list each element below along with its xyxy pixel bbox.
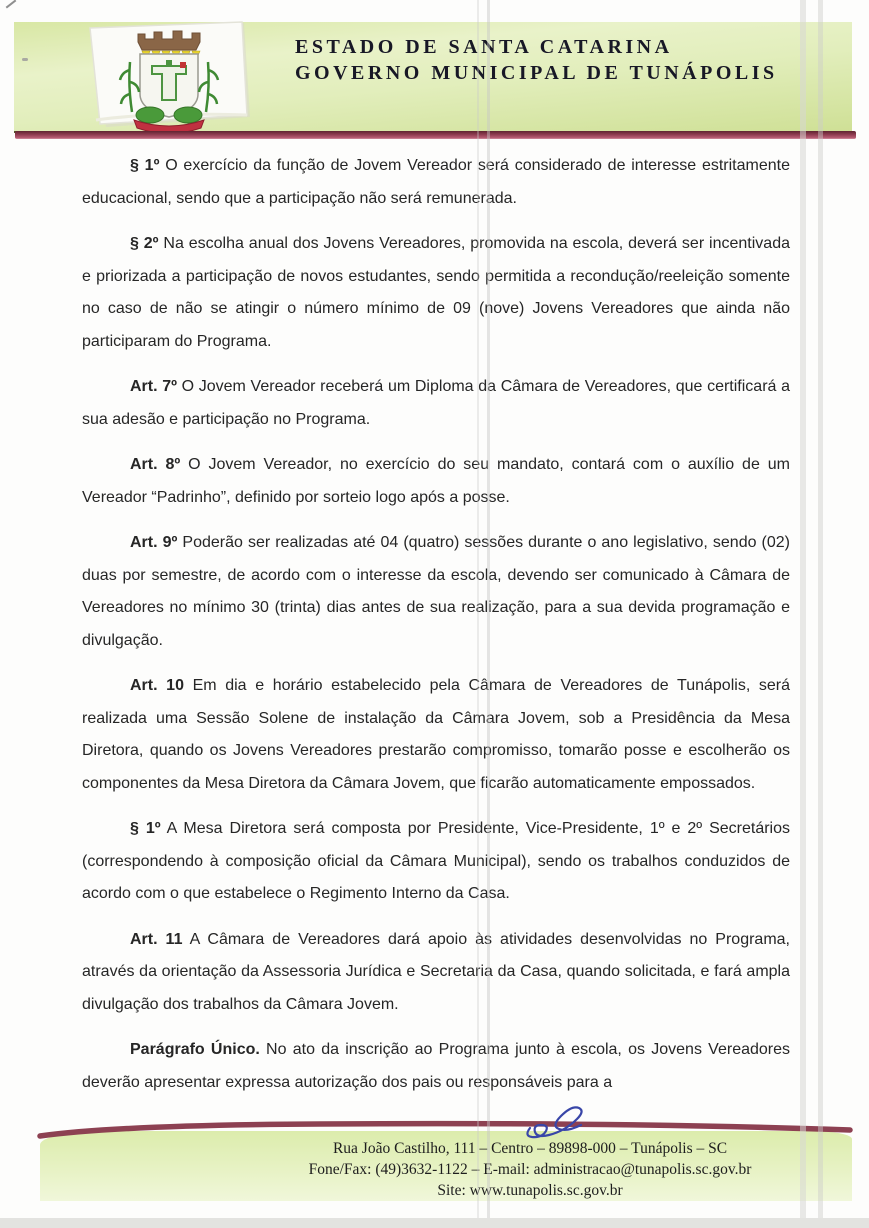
- paragraph-text: No ato da inscrição ao Programa junto à escola, os Jovens Vereadores deverão apresentar expressa autorização dos pais ou responsáveis para a: [82, 1041, 791, 1091]
- scan-speck: [22, 58, 28, 61]
- paragraph-s2: [82, 228, 790, 358]
- scan-artifact-line: [800, 0, 806, 1228]
- paragraph-lead: Art. 10: [130, 677, 184, 694]
- footer-address: Rua João Castilho, 111 – Centro – 89898-000 – Tunápolis – SC: [332, 1140, 728, 1157]
- paragraph-lead: § 2º: [130, 235, 159, 252]
- paragraph-lead: § 1º: [130, 157, 160, 174]
- paragraph-art7: [82, 371, 790, 436]
- paragraph-art10: [82, 670, 790, 800]
- paragraph-art11: [82, 924, 790, 1022]
- paragraph-text: Em dia e horário estabelecido pela Câmara de Vereadores de Tunápolis, será realizada uma Sessão Solene de instalação da Câmara Jovem, sob a Presidência da Mesa Diretora, quando os Jovens Vereadores prestarão compromisso, tomarão posse e escolherão os componentes da Mesa Diretora da Câmara Jovem, que ficarão automaticamente empossados.: [82, 677, 791, 792]
- paragraph-s1: [82, 150, 790, 215]
- paragraph-art8: [82, 449, 790, 514]
- paragraph-lead: Art. 9º: [130, 534, 178, 551]
- paragraph-text: O Jovem Vereador, no exercício do seu mandato, contará com o auxílio de um Vereador “Padrinho”, definido por sorteio logo após a posse.: [82, 456, 790, 506]
- tunapolis-flag-icon: [72, 20, 268, 136]
- scan-artifact-line: [818, 0, 823, 1228]
- footer-site: Site: www.tunapolis.sc.gov.br: [437, 1182, 623, 1199]
- paragraph-text: Poderão ser realizadas até 04 (quatro) sessões durante o ano legislativo, sendo (02) duas por semestre, de acordo com o interesse da escola, devendo ser comunicado à Câmara de Vereadores no mínimo 30 (trinta) dias antes de sua realização, para a sua devida programação e divulgação.: [82, 534, 790, 649]
- paragraph-lead: Art. 8º: [130, 456, 181, 473]
- paragraph-lead: Art. 7º: [130, 378, 177, 395]
- footer-text: [160, 1138, 869, 1201]
- header-title-line2: GOVERNO MUNICIPAL DE TUNÁPOLIS: [295, 62, 778, 84]
- header-divider-bar: [15, 131, 856, 139]
- footer-contact: Fone/Fax: (49)3632-1122 – E-mail: administracao@tunapolis.sc.gov.br: [308, 1161, 752, 1178]
- paragraph-lead: Parágrafo Único.: [130, 1041, 260, 1058]
- paragraph-text: A Mesa Diretora será composta por Presidente, Vice-Presidente, 1º e 2º Secretários (correspondendo à composição oficial da Câmara Municipal), sendo os trabalhos conduzidos de acordo com o que estabelece o Regimento Interno da Casa.: [82, 820, 790, 902]
- paragraph-text: O Jovem Vereador receberá um Diploma da Câmara de Vereadores, que certificará a sua adesão e participação no Programa.: [82, 378, 790, 428]
- paragraph-art9: [82, 527, 790, 657]
- document-body: [82, 150, 790, 1112]
- paragraph-s1-mesa: [82, 813, 790, 911]
- paragraph-text: Na escolha anual dos Jovens Vereadores, promovida na escola, deverá ser incentivada e priorizada a participação de novos estudantes, sendo permitida a recondução/reeleição somente no caso de não se atingir o número mínimo de 09 (nove) Jovens Vereadores que ainda não participaram do Programa.: [82, 235, 790, 350]
- header-title-line1: ESTADO DE SANTA CATARINA: [295, 36, 673, 58]
- paragraph-lead: Art. 11: [130, 930, 183, 948]
- scan-speck: [6, 0, 17, 8]
- scan-artifact-bottom-strip: [0, 1218, 869, 1228]
- paragraph-text: O exercício da função de Jovem Vereador será considerado de interesse estritamente educacional, sendo que a participação não será remunerada.: [82, 157, 790, 207]
- header-title: [295, 34, 855, 86]
- coat-of-arms-icon: [72, 20, 268, 136]
- pen-scribble-icon: [512, 1096, 602, 1144]
- paragraph-unico: [82, 1034, 790, 1099]
- paragraph-lead: § 1º: [130, 820, 161, 837]
- paragraph-text: A Câmara de Vereadores dará apoio às atividades desenvolvidas no Programa, através da orientação da Assessoria Jurídica e Secretaria da Casa, quando solicitada, e fará ampla divulgação dos trabalhos da Câmara Jovem.: [82, 930, 790, 1013]
